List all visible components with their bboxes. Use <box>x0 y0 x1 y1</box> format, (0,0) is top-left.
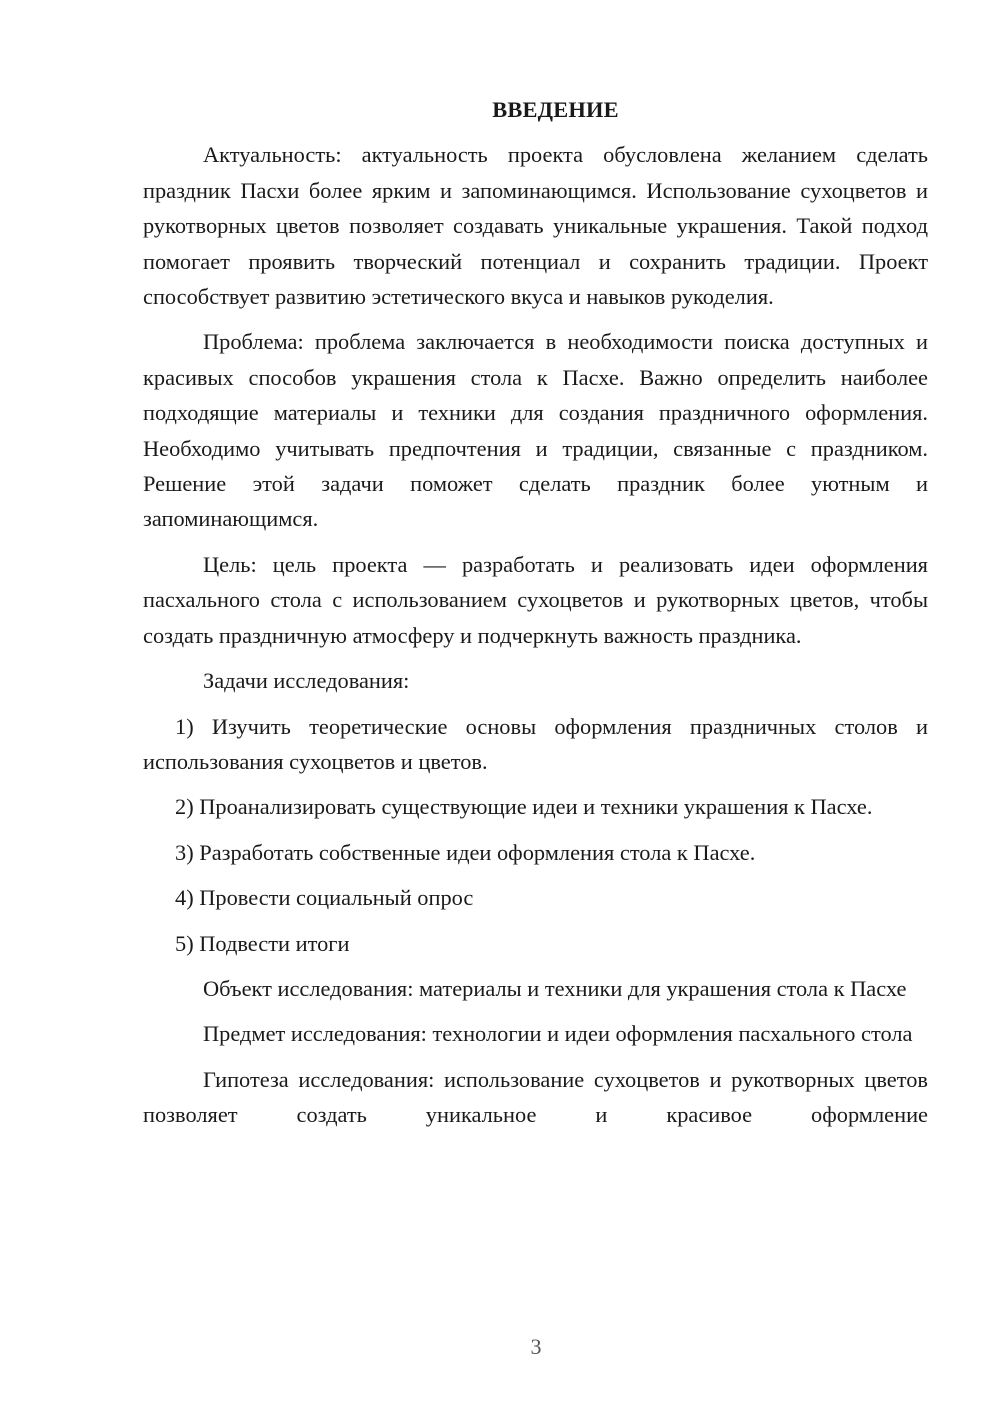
task-item-3: 3) Разработать собственные идеи оформления стола к Пасхе. <box>175 839 756 865</box>
task-item-1: 1) Изучить теоретические основы оформления праздничных столов и использования сухоцветов и цветов. <box>143 713 928 774</box>
task-item-5: 5) Подвести итоги <box>175 930 350 956</box>
task-item-2: 2) Проанализировать существующие идеи и техники украшения к Пасхе. <box>175 794 873 820</box>
page-content <box>143 92 928 1143</box>
task-item-4: 4) Провести социальный опрос <box>175 885 474 911</box>
problem-paragraph: Проблема: проблема заключается в необходимости поиска доступных и красивых способов украшения стола к Пасхе. Важно определить наиболее подходящие материалы и техники для создания праздничного оформления. Необходимо учитывать предпочтения и традиции, связанные с праздником. Решение этой задачи поможет сделать праздник более уютным и запоминающимся. <box>143 329 928 532</box>
hypothesis-paragraph: Гипотеза исследования: использование сухоцветов и рукотворных цветов позволяет создать уникальное и красивое оформление <box>143 1066 928 1128</box>
relevance-paragraph: Актуальность: актуальность проекта обусловлена желанием сделать праздник Пасхи более ярким и запоминающимся. Использование сухоцветов и рукотворных цветов позволяет создавать уникальные украшения. Такой подход помогает проявить творческий потенциал и сохранить традиции. Проект способствует развитию эстетического вкуса и навыков рукоделия. <box>143 142 928 310</box>
subject-paragraph: Предмет исследования: технологии и идеи оформления пасхального стола <box>203 1021 913 1047</box>
object-paragraph: Объект исследования: материалы и техники для украшения стола к Пасхе <box>203 975 907 1001</box>
tasks-title: Задачи исследования: <box>203 668 410 694</box>
page-number: 3 <box>530 1334 542 1359</box>
section-heading: ВВЕДЕНИЕ <box>492 97 619 122</box>
goal-paragraph: Цель: цель проекта — разработать и реализовать идеи оформления пасхального стола с использованием сухоцветов и рукотворных цветов, чтобы создать праздничную атмосферу и подчеркнуть важность праздника. <box>143 551 928 648</box>
